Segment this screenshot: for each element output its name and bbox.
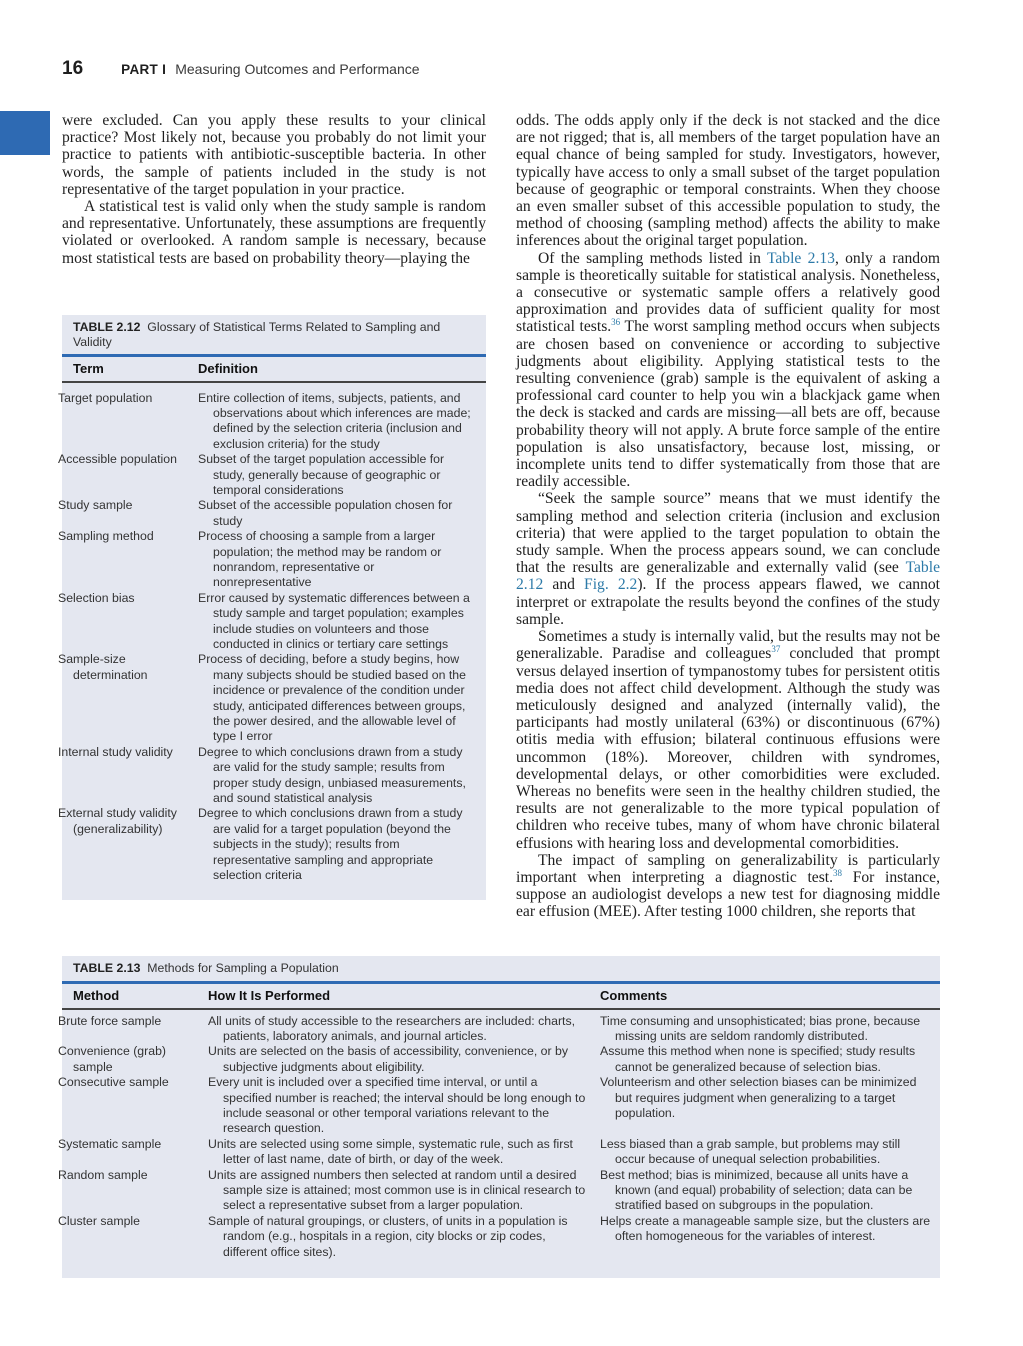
paragraph: The impact of sampling on generalizability is particularly important when interpreting a diagnostic test.$^{38}$ For instance, suppose an audiologist develops a new test for diagnosing middle ear effusion (MEE). After testing 1000 children, she reports that <box>516 851 941 921</box>
term-cell: Selection bias <box>58 590 135 605</box>
table-row <box>58 590 486 653</box>
reference-36[interactable]: 36 <box>611 317 621 328</box>
definition-cell: Entire collection of items, subjects, patients, and observations about which inferences are made; defined by the selection criteria (inclusion and exclusion criteria) for the study <box>198 390 471 451</box>
left-text-column <box>62 112 486 267</box>
table-row <box>58 744 486 807</box>
column-header-how: How It Is Performed <box>208 988 331 1004</box>
method-cell: Consecutive sample <box>58 1075 169 1090</box>
paragraph: Sometimes a study is internally valid, but the results may not be generalizable. Paradise and colleagues$^{37}$ concluded that prompt versus delayed insertion of tympanostomy tubes for persistent otitis media does not affect child development. Although the study was meticulously designed and analyzed (internally valid), the participants had mostly unilateral (63%) or discontinuous (67%) otitis media with effusion; bilateral continuous effusions were uncommon (18%). Moreover, children with syndromes, developmental delays, or other comorbidities were excluded. Whereas no benefits were seen in the healthy children studied, the results are not generalizable to the more typical population of children who receive tubes, many of whom have chronic bilateral effusions with hearing loss and developmental comorbidities. <box>516 628 940 852</box>
table-row <box>58 1213 940 1260</box>
table-body <box>58 1010 940 1261</box>
how-cell: Every unit is included over a specified time interval, or until a specified number is reached; the interval should be long enough to include seasonal or other temporal variations relevant to the research question. <box>208 1075 586 1136</box>
how-cell: Units are assigned numbers then selected at random until a desired sample size is attained; most common use is in clinical research to select a representative subset from a larger population. <box>208 1167 586 1213</box>
table-2-12 <box>58 315 486 900</box>
table-caption: TABLE 2.13 Methods for Sampling a Population <box>73 961 339 975</box>
column-header-term: Term <box>73 361 104 377</box>
paragraph: odds. The odds apply only if the deck is not stacked and the dice are not rigged; that is, all members of the target population have an equal chance of being sampled for study. Investigators, however, typically have access to only a small subset of the target population because of geographic or temporal constraints. When they choose an even smaller subset of this accessible population to study, the method of choosing (sampling method) affects the ability to make inferences about the original target population. <box>516 112 940 250</box>
table-row <box>58 1167 940 1214</box>
definition-cell: Error caused by systematic differences between a study sample and target population; examples include studies on volunteers and those conducted in clinics or tertiary care settings <box>198 590 470 651</box>
right-text-column <box>516 112 940 921</box>
column-header-method: Method <box>73 988 120 1004</box>
definition-cell: Degree to which conclusions drawn from a study are valid for the study sample; results from proper study design, unbiased measurements, and sound statistical analysis <box>198 744 466 806</box>
table-row <box>58 652 486 744</box>
table-row <box>58 1044 940 1075</box>
column-header-definition: Definition <box>198 361 258 377</box>
reference-38[interactable]: 38 <box>833 867 843 878</box>
comments-cell: Time consuming and unsophisticated; bias prone, because missing units are seldom randomly distributed. <box>600 1013 921 1043</box>
page-header <box>62 58 420 82</box>
table-row <box>58 498 486 529</box>
term-cell: Sampling method <box>58 529 154 544</box>
comments-cell: Volunteerism and other selection biases can be minimized but requires judgment when generalizing to a target population. <box>600 1075 917 1120</box>
table-row <box>58 1013 940 1045</box>
table-row <box>58 1075 940 1137</box>
comments-cell: Assume this method when none is specified; study results cannot be generalized because of selection bias. <box>600 1044 916 1074</box>
definition-cell: Process of deciding, before a study begins, how many subjects should be studied based on the incidence or prevalence of the condition under study, anticipated differences between groups, the power desired, and the allowable level of type I error <box>198 652 466 744</box>
paragraph: A statistical test is valid only when the study sample is random and representative. Unfortunately, these assumptions are frequently violated or overlooked. A random sample is necessary, because most statistical tests are based on probability theory—playing the <box>62 198 486 267</box>
table-caption: TABLE 2.12 Glossary of Statistical Terms Related to Sampling and Validity <box>73 320 441 350</box>
reference-37[interactable]: 37 <box>771 644 781 655</box>
how-cell: Sample of natural groupings, or clusters, of units in a population is random (e.g., hospitals in a region, city blocks or zip codes, different office sites). <box>208 1213 568 1259</box>
table-2-13-link[interactable]: Table 2.13 <box>766 249 835 267</box>
paragraph: were excluded. Can you apply these results to your clinical practice? Most likely not, because you probably do not limit your practice to patients with antibiotic-susceptible bacteria. In other words, the sample of patients included in the study is not representative of the target population in your practice. <box>62 112 486 198</box>
figure-2-2-link[interactable]: Fig. 2.2 <box>584 576 638 594</box>
comments-cell: Best method; bias is minimized, because all units have a known (and equal) probability of selection; data can be stratified based on subgroups in the population. <box>600 1167 913 1213</box>
column-header-comments: Comments <box>600 988 668 1004</box>
part-label: PART I <box>121 62 167 77</box>
paragraph: Of the sampling methods listed in Table 2.13, only a random sample is theoretically suitable for statistical analysis. Nonetheless, a consecutive or systematic sample offers a relatively good approximation and provides data of sufficient quality for most statistical tests.$^{36}$ The worst sampling method occurs when subjects are chosen based on convenience or according to subjective judgments about eligibility. Applying statistical tests to the resulting convenience (grab) sample is the equivalent of asking a professional card counter to help you win a blackjack game when the deck is stacked and cards are missing—all bets are off, because probability theory will not apply. A brute force sample of the entire population is also unsatisfactory, because lost, missing, or incomplete units tend to differ systematically from those that are readily accessible. <box>516 249 941 491</box>
method-cell: Brute force sample <box>58 1013 162 1028</box>
method-cell: Cluster sample <box>58 1213 141 1228</box>
definition-cell: Subset of the accessible population chosen for study <box>198 498 453 528</box>
method-cell: Convenience (grab) sample <box>58 1044 167 1074</box>
running-title: Measuring Outcomes and Performance <box>175 61 420 77</box>
table-2-12-link[interactable]: Table 2.12 <box>516 559 940 594</box>
table-row <box>58 529 486 591</box>
table-body <box>58 383 486 884</box>
page-number: 16 <box>62 58 84 79</box>
term-cell: Study sample <box>58 498 133 513</box>
how-cell: Units are selected on the basis of accessibility, convenience, or by subjective judgments about eligibility. <box>208 1044 568 1074</box>
term-cell: Target population <box>58 390 153 405</box>
term-cell: Accessible population <box>58 452 177 467</box>
definition-cell: Subset of the target population accessible for study, generally because of geographic or temporal considerations <box>198 452 445 497</box>
term-cell: Internal study validity <box>58 744 173 759</box>
table-2-13 <box>58 956 940 1278</box>
table-row <box>58 806 486 883</box>
chapter-edge-tab <box>0 111 50 155</box>
term-cell: Sample-size determination <box>58 652 148 682</box>
table-row <box>58 390 486 453</box>
paragraph: “Seek the sample source” means that we must identify the sampling method and selection criteria (inclusion and exclusion criteria) that were applied to the target population to obtain the study sample. When the process appears sound, we can conclude that the results are generalizable and externally valid (see Table 2.12 and Fig. 2.2). If the process appears flawed, we cannot interpret or extrapolate the results beyond the confines of the study sample. <box>516 490 940 628</box>
term-cell: External study validity (generalizability) <box>58 806 177 836</box>
definition-cell: Degree to which conclusions drawn from a study are valid for a target population (beyond the subjects in the study); results from representative sampling and appropriate selection criteria <box>198 806 463 883</box>
how-cell: All units of study accessible to the researchers are included: charts, patients, laboratory animals, and journal articles. <box>208 1013 576 1043</box>
table-header-row <box>62 981 940 1008</box>
comments-cell: Less biased than a grab sample, but problems may still occur because of unequal selection probabilities. <box>600 1136 901 1167</box>
method-cell: Systematic sample <box>58 1136 162 1151</box>
table-row <box>58 452 486 498</box>
method-cell: Random sample <box>58 1167 148 1182</box>
table-row <box>58 1136 940 1168</box>
how-cell: Units are selected using some simple, systematic rule, such as first letter of last name, date of birth, or day of the week. <box>208 1136 573 1167</box>
definition-cell: Process of choosing a sample from a larger population; the method may be random or nonrandom, representative or nonrepresentative <box>198 529 442 590</box>
table-header-row <box>62 354 486 381</box>
comments-cell: Helps create a manageable sample size, but the clusters are often homogeneous for the variables of interest. <box>600 1213 931 1244</box>
